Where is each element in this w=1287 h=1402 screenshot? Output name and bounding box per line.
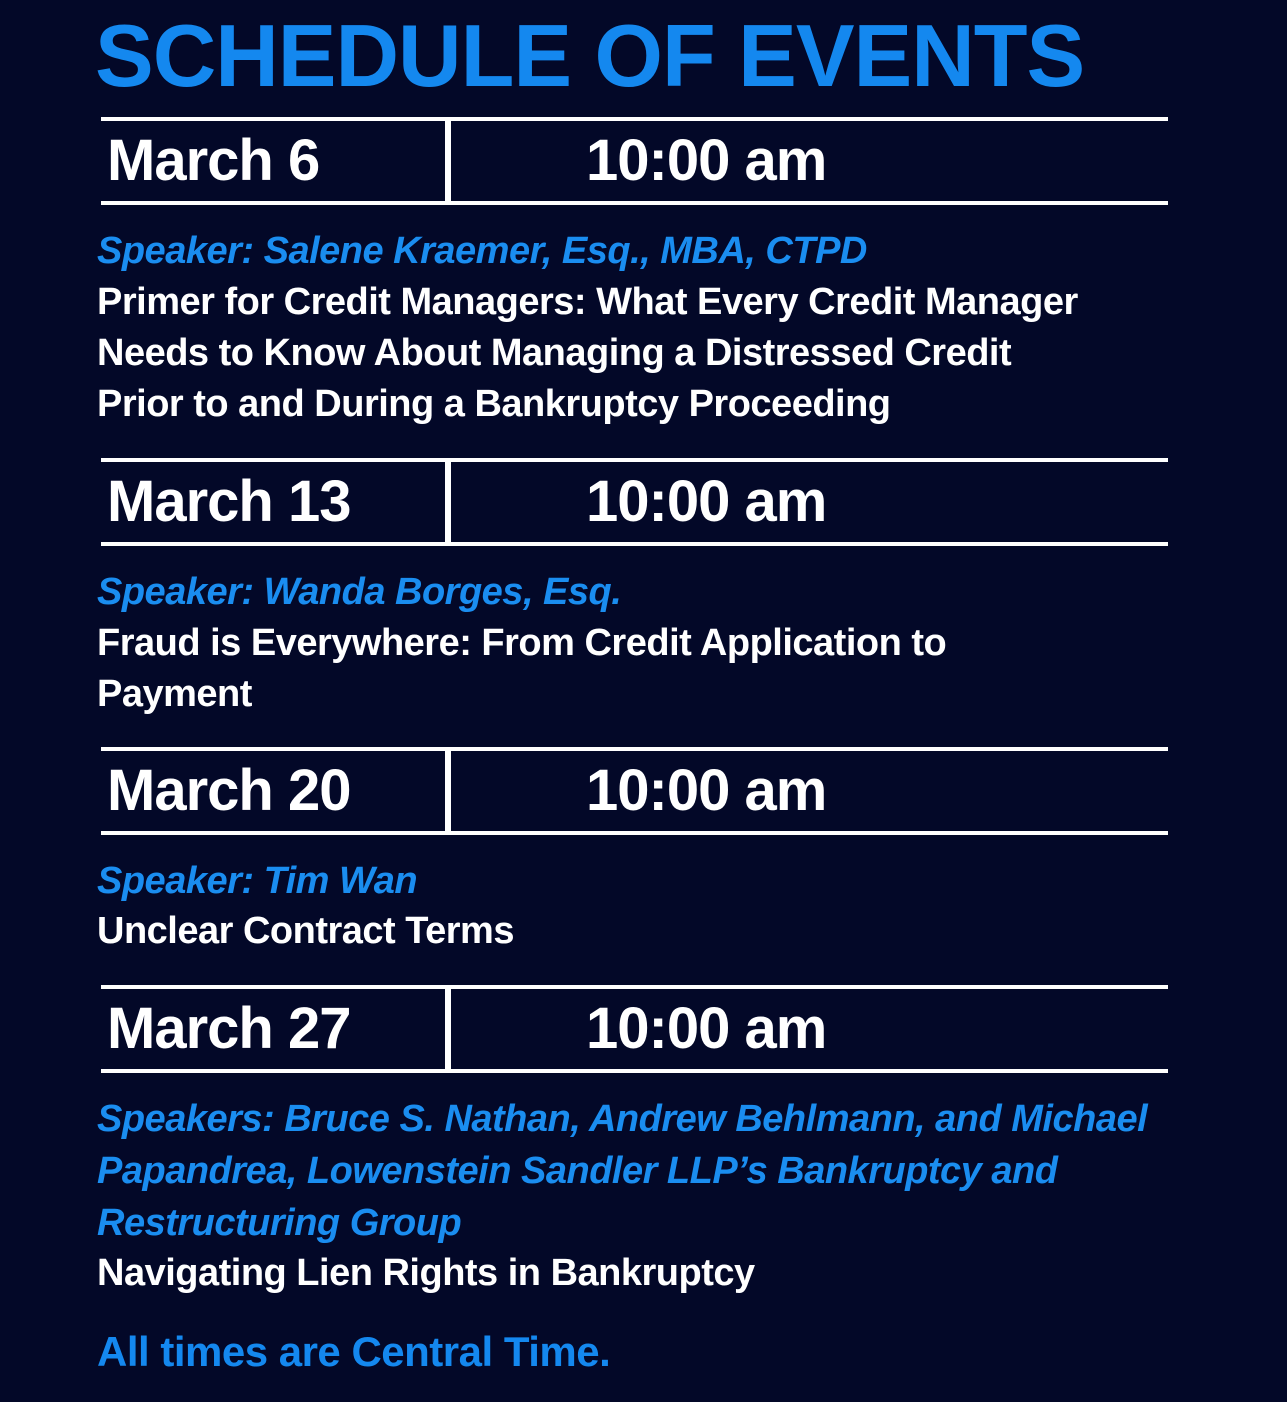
column-divider: [445, 458, 451, 546]
divider-line: [101, 747, 1168, 751]
event-header-march-20: [101, 747, 1168, 835]
topic-line: Prior to and During a Bankruptcy Proceeding: [97, 383, 891, 425]
event-topic: [97, 277, 1257, 430]
event-time: 10:00 am: [586, 128, 827, 193]
event-time: 10:00 am: [586, 469, 827, 534]
event-date: March 20: [107, 758, 351, 823]
speaker-line: Restructuring Group: [97, 1202, 462, 1244]
event-header-march-13: [101, 458, 1168, 546]
column-divider: [445, 985, 451, 1073]
divider-line: [101, 458, 1168, 462]
speaker-line: Papandrea, Lowenstein Sandler LLP’s Bankruptcy and: [97, 1150, 1058, 1192]
column-divider: [445, 117, 451, 205]
topic-line: Fraud is Everywhere: From Credit Application to: [97, 622, 947, 664]
event-speaker: Speaker: Salene Kraemer, Esq., MBA, CTPD: [97, 230, 867, 272]
speaker-line: Speakers: Bruce S. Nathan, Andrew Behlmann, and Michael: [97, 1098, 1148, 1140]
event-date: March 27: [107, 996, 351, 1061]
topic-line: Payment: [97, 673, 252, 715]
event-date: March 13: [107, 469, 351, 534]
divider-line: [101, 831, 1168, 835]
event-topic: [97, 1248, 1257, 1299]
topic-line: Primer for Credit Managers: What Every Credit Manager: [97, 281, 1078, 323]
divider-line: [101, 985, 1168, 989]
event-time: 10:00 am: [586, 758, 827, 823]
divider-line: [101, 117, 1168, 121]
topic-line: Navigating Lien Rights in Bankruptcy: [97, 1252, 755, 1294]
page-title: SCHEDULE OF EVENTS: [95, 6, 1085, 105]
event-time: 10:00 am: [586, 996, 827, 1061]
topic-line: Unclear Contract Terms: [97, 910, 514, 952]
divider-line: [101, 201, 1168, 205]
event-speakers: [97, 1093, 1277, 1249]
timezone-note: All times are Central Time.: [97, 1328, 611, 1375]
event-topic: [97, 906, 1257, 957]
event-date: March 6: [107, 128, 320, 193]
topic-line: Needs to Know About Managing a Distressed Credit: [97, 332, 1012, 374]
column-divider: [445, 747, 451, 835]
event-speaker: Speaker: Wanda Borges, Esq.: [97, 571, 622, 613]
event-header-march-6: [101, 117, 1168, 205]
event-header-march-27: [101, 985, 1168, 1073]
divider-line: [101, 542, 1168, 546]
event-speaker: Speaker: Tim Wan: [97, 860, 418, 902]
divider-line: [101, 1069, 1168, 1073]
event-topic: [97, 618, 1257, 720]
